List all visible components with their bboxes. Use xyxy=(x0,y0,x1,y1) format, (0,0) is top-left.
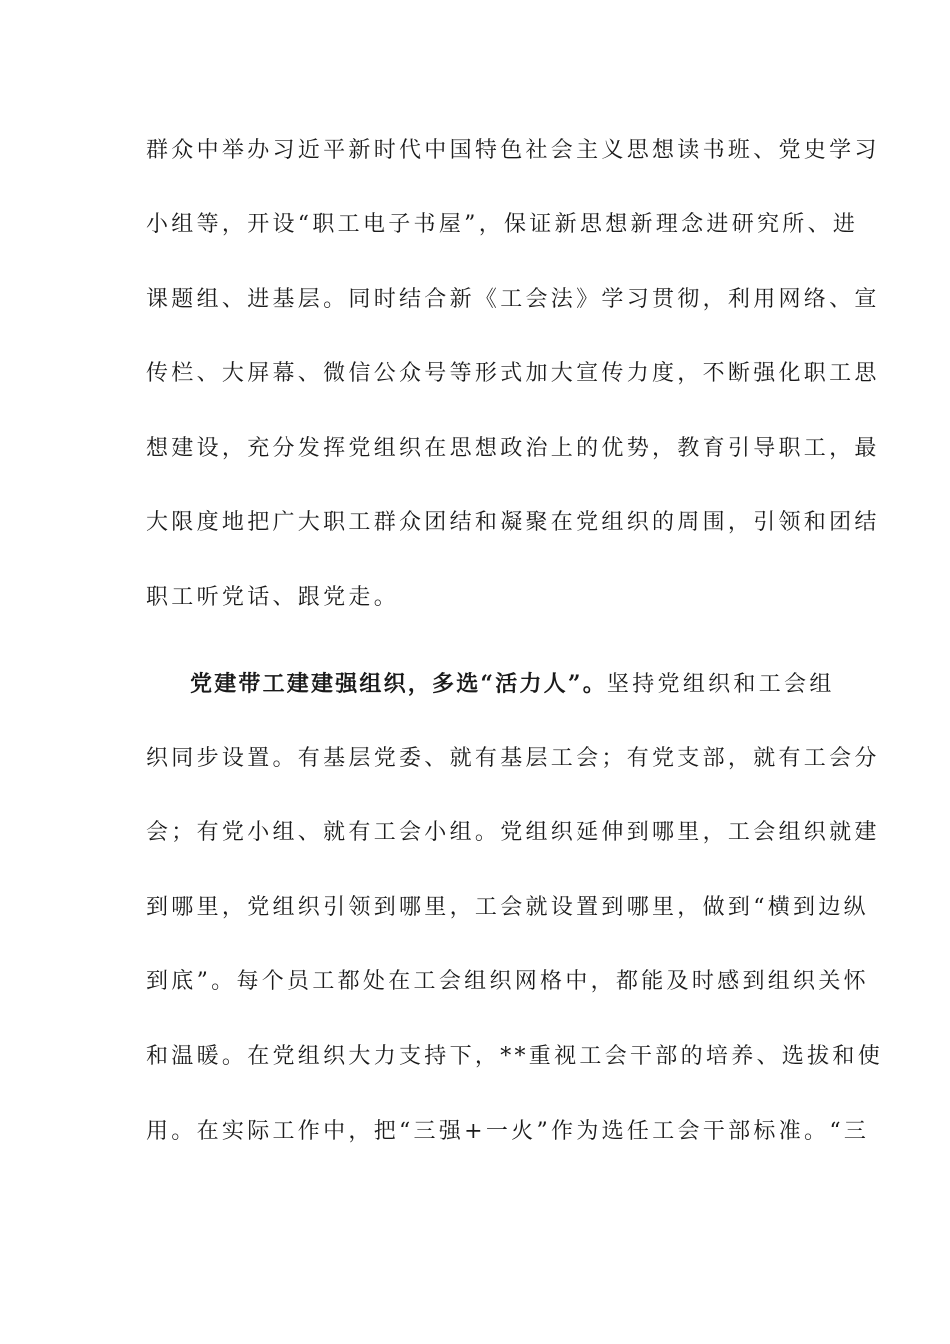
paragraph-2-line-5: 到底”。每个员工都处在工会组织网格中，都能及时感到组织关怀 xyxy=(146,969,869,994)
paragraph-1-line-3: 课题组、进基层。同时结合新《工会法》学习贯彻，利用网络、宣 xyxy=(146,287,880,312)
paragraph-1-line-7: 职工听党话、跟党走。 xyxy=(146,585,400,610)
paragraph-2-line-1-text: 坚持党组织和工会组 xyxy=(606,672,835,697)
paragraph-1-line-2: 小组等，开设“职工电子书屋”，保证新思想新理念进研究所、进 xyxy=(146,212,859,237)
paragraph-2-line-1 xyxy=(190,669,835,699)
paragraph-2-line-3: 会；有党小组、就有工会小组。党组织延伸到哪里，工会组织就建 xyxy=(146,820,880,845)
paragraph-1-line-5: 想建设，充分发挥党组织在思想政治上的优势，教育引导职工，最 xyxy=(146,436,880,461)
paragraph-1-line-4: 传栏、大屏幕、微信公众号等形式加大宣传力度，不断强化职工思 xyxy=(146,361,880,386)
paragraph-1-line-1: 群众中举办习近平新时代中国特色社会主义思想读书班、党史学习 xyxy=(146,138,880,163)
paragraph-2-line-7: 用。在实际工作中，把“三强+一火”作为选任工会干部标准。“三 xyxy=(146,1119,870,1144)
paragraph-1-line-6: 大限度地把广大职工群众团结和凝聚在党组织的周围，引领和团结 xyxy=(146,510,880,535)
section-heading: 党建带工建建强组织，多选“活力人”。 xyxy=(190,671,607,697)
paragraph-2-line-4: 到哪里，党组织引领到哪里，工会就设置到哪里，做到“横到边纵 xyxy=(146,895,869,920)
paragraph-2-line-6: 和温暖。在党组织大力支持下，**重视工会干部的培养、选拔和使 xyxy=(146,1044,884,1069)
paragraph-2-line-2: 织同步设置。有基层党委、就有基层工会；有党支部，就有工会分 xyxy=(146,746,880,771)
